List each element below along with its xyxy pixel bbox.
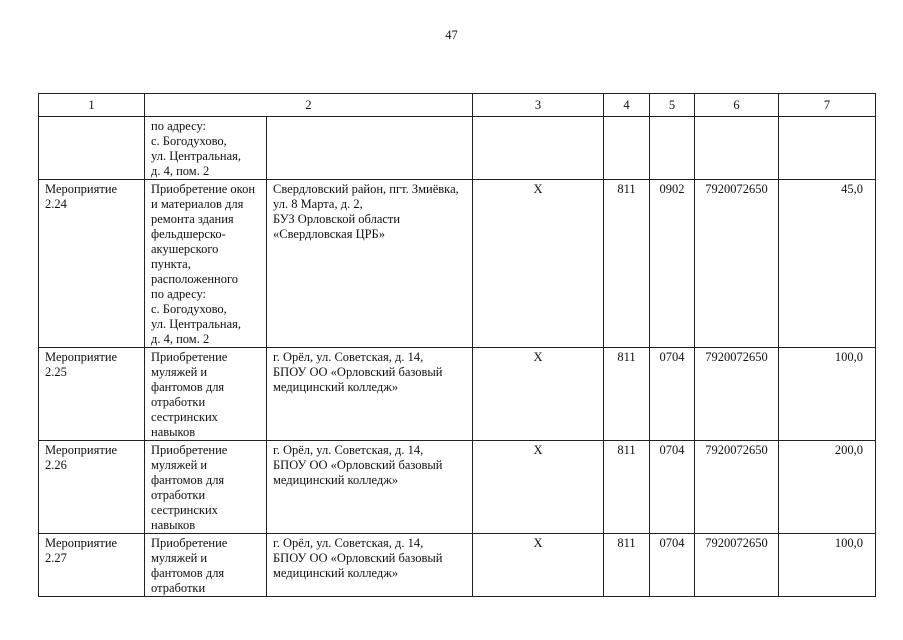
col7-cell: 100,0 (779, 534, 876, 597)
col7-cell: 45,0 (779, 180, 876, 348)
event-cell: Мероприятие 2.24 (39, 180, 145, 348)
location-cell: г. Орёл, ул. Советская, д. 14, БПОУ ОО «Орловский базовый медицинский колледж» (267, 534, 473, 597)
event-cell: Мероприятие 2.27 (39, 534, 145, 597)
event-cell: Мероприятие 2.26 (39, 441, 145, 534)
col3-cell: X (473, 534, 604, 597)
col4-cell: 811 (604, 534, 650, 597)
col4-cell: 811 (604, 441, 650, 534)
description-cell: Приобретение муляжей и фантомов для отработки (145, 534, 267, 597)
location-cell (267, 117, 473, 180)
col4-cell: 811 (604, 348, 650, 441)
description-cell: Приобретение окон и материалов для ремонта здания фельдшерско- акушерского пункта, расположенного по адресу: с. Богодухово, ул. Центральная, д. 4, пом. 2 (145, 180, 267, 348)
col7-cell: 100,0 (779, 348, 876, 441)
col7-cell (779, 117, 876, 180)
event-cell (39, 117, 145, 180)
col3-cell (473, 117, 604, 180)
col6-cell: 7920072650 (695, 441, 779, 534)
table-row (39, 534, 876, 597)
col7-cell: 200,0 (779, 441, 876, 534)
event-cell: Мероприятие 2.25 (39, 348, 145, 441)
header-col-4: 4 (604, 94, 650, 117)
col3-cell: X (473, 180, 604, 348)
col4-cell (604, 117, 650, 180)
table-row (39, 117, 876, 180)
col4-cell: 811 (604, 180, 650, 348)
col5-cell: 0704 (650, 348, 695, 441)
activities-table (38, 93, 876, 597)
col3-cell: X (473, 348, 604, 441)
col6-cell (695, 117, 779, 180)
col6-cell: 7920072650 (695, 348, 779, 441)
location-cell: г. Орёл, ул. Советская, д. 14, БПОУ ОО «Орловский базовый медицинский колледж» (267, 441, 473, 534)
col5-cell: 0704 (650, 441, 695, 534)
header-col-5: 5 (650, 94, 695, 117)
page-number: 47 (445, 28, 458, 42)
table-row (39, 441, 876, 534)
header-col-1: 1 (39, 94, 145, 117)
table-row (39, 180, 876, 348)
header-col-3: 3 (473, 94, 604, 117)
location-cell: Свердловский район, пгт. Змиёвка, ул. 8 Марта, д. 2, БУЗ Орловской области «Свердловская ЦРБ» (267, 180, 473, 348)
col5-cell: 0902 (650, 180, 695, 348)
col5-cell (650, 117, 695, 180)
location-cell: г. Орёл, ул. Советская, д. 14, БПОУ ОО «Орловский базовый медицинский колледж» (267, 348, 473, 441)
header-col-7: 7 (779, 94, 876, 117)
header-col-6: 6 (695, 94, 779, 117)
col3-cell: X (473, 441, 604, 534)
table-row (39, 348, 876, 441)
col6-cell: 7920072650 (695, 534, 779, 597)
description-cell: Приобретение муляжей и фантомов для отработки сестринских навыков (145, 348, 267, 441)
description-cell: по адресу: с. Богодухово, ул. Центральная, д. 4, пом. 2 (145, 117, 267, 180)
header-row (39, 94, 876, 117)
header-col-2: 2 (145, 94, 473, 117)
col6-cell: 7920072650 (695, 180, 779, 348)
description-cell: Приобретение муляжей и фантомов для отработки сестринских навыков (145, 441, 267, 534)
col5-cell: 0704 (650, 534, 695, 597)
